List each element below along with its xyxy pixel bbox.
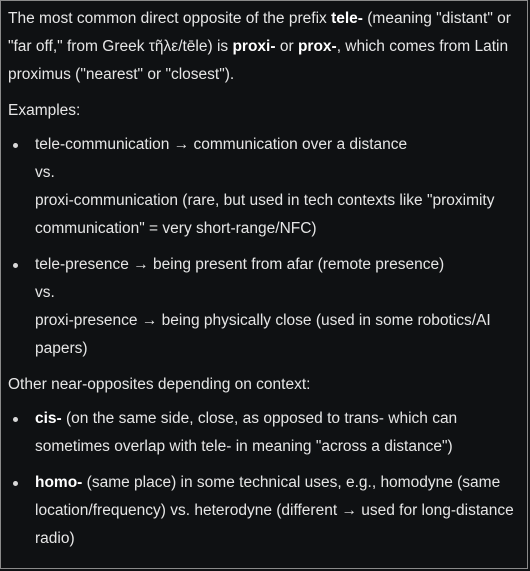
- intro-paragraph: [8, 5, 517, 89]
- others-list: [8, 405, 517, 553]
- intro-text-2: (meaning "distant" or "far off," from Greek τῆλε/tēle) is: [8, 10, 511, 55]
- example-line: tele-presence → being present from afar (remote presence): [35, 256, 445, 273]
- bullet-icon: [13, 263, 18, 268]
- examples-list: [8, 131, 517, 363]
- examples-heading: Examples:: [8, 102, 81, 119]
- term-homo: homo-: [35, 474, 83, 491]
- example-item: [8, 131, 517, 243]
- bullet-icon: [13, 481, 18, 486]
- example-vs: vs.: [35, 164, 55, 181]
- other-item: [8, 469, 517, 553]
- other-item: [8, 405, 517, 461]
- intro-text-1: The most common direct opposite of the prefix: [8, 10, 332, 27]
- other-heading: Other near-opposites depending on context:: [8, 376, 311, 393]
- example-item: [8, 251, 517, 363]
- example-vs: vs.: [35, 284, 55, 301]
- term-proxi: proxi-: [232, 38, 276, 55]
- bullet-icon: [13, 417, 18, 422]
- term-prox: prox-: [297, 38, 337, 55]
- other-desc: (same place) in some technical uses, e.g., homodyne (same location/frequency) vs. heterodyne (different → used for long-distance radio): [35, 474, 514, 547]
- bullet-icon: [13, 143, 18, 148]
- response-content: [1, 1, 527, 553]
- other-desc: (on the same side, close, as opposed to trans- which can sometimes overlap with tele- in meaning "across a distance"): [35, 410, 458, 455]
- intro-text-4: , which comes from Latin proximus ("nearest" or "closest").: [8, 38, 509, 83]
- term-cis: cis-: [35, 410, 62, 427]
- term-tele: tele-: [331, 10, 363, 27]
- intro-text-3: or: [275, 38, 298, 55]
- example-line: proxi-presence → being physically close (used in some robotics/AI papers): [35, 312, 491, 357]
- example-line: proxi-communication (rare, but used in tech contexts like "proximity communication" = very short-range/NFC): [35, 192, 495, 237]
- example-line: tele-communication → communication over a distance: [35, 136, 408, 153]
